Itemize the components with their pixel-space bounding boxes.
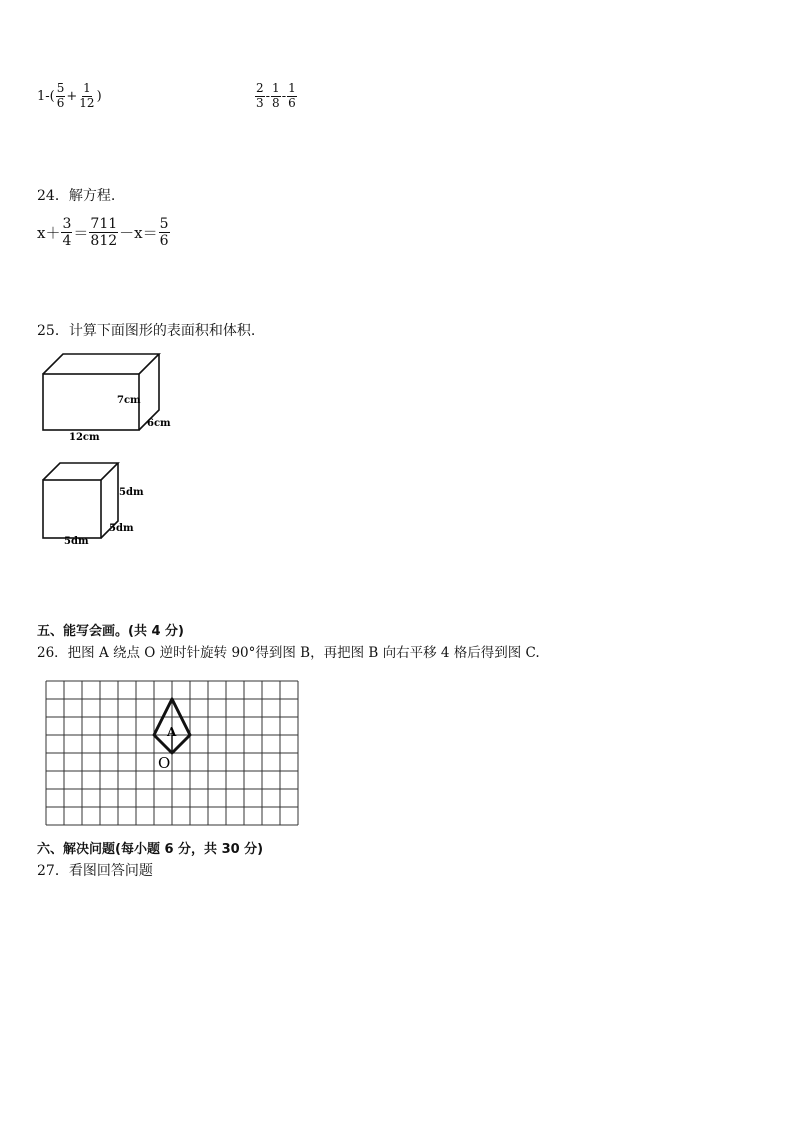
question-24-title: 24．解方程. [37,188,116,204]
fraction [61,216,72,249]
denominator: 4 [62,233,72,250]
numerator: 5 [56,81,65,95]
rotation-grid [44,679,302,829]
shape-a-label: A [167,725,177,739]
fraction [287,82,297,111]
equals-sign: ＝ [73,224,89,243]
denominator: 8 [272,95,280,110]
cube-top-face [43,463,118,480]
section-5-title: 五、能写会画。(共 4 分) [37,624,184,639]
point-o-label: O [158,754,171,772]
fraction [271,82,281,111]
numerator: 5 [159,216,169,232]
fraction [78,82,95,111]
eq-x-plus: x＋ [37,224,61,243]
minus-sign: - [265,88,271,104]
fraction [89,216,118,249]
question-26-title: 26．把图 A 绕点 O 逆时针旋转 90°得到图 B，再把图 B 向右平移 4 格后得到图 C. [37,645,540,661]
expr1-lead: 1-( [37,88,55,104]
expression-1 [37,82,102,111]
expression-2 [254,82,298,111]
cuboid-top-face [43,354,159,374]
cube-height-label: 5dm [119,487,144,498]
numerator: 1 [272,81,280,95]
expr1-tail: ) [96,88,102,104]
fraction [56,82,66,111]
fraction [255,82,265,111]
plus-sign: + [66,88,78,104]
fraction [159,216,170,249]
cuboid-figure [35,348,185,444]
question-25-title: 25．计算下面图形的表面积和体积. [37,323,256,339]
eq-minus-x-equals: －x＝ [119,224,158,243]
cube-front-face [43,480,101,538]
section-6-title: 六、解决问题(每小题 6 分，共 30 分) [37,842,264,857]
cube-figure [35,459,155,549]
denominator: 6 [288,95,296,110]
equation-24 [37,216,171,249]
denominator: 812 [90,233,118,250]
denominator: 3 [256,95,264,110]
numerator: 3 [62,216,72,232]
denominator: 6 [56,95,65,110]
cuboid-height-label: 7cm [117,395,141,406]
numerator: 1 [288,81,296,95]
cuboid-depth-label: 6cm [147,418,171,429]
minus-sign: - [281,88,287,104]
cuboid-length-label: 12cm [69,432,100,443]
denominator: 12 [79,95,95,110]
denominator: 6 [159,233,169,250]
cube-depth-label: 5dm [109,523,134,534]
numerator: 711 [90,216,118,232]
question-27-title: 27．看图回答问题 [37,863,153,879]
numerator: 1 [83,81,91,95]
numerator: 2 [256,81,264,95]
cube-length-label: 5dm [64,536,89,547]
